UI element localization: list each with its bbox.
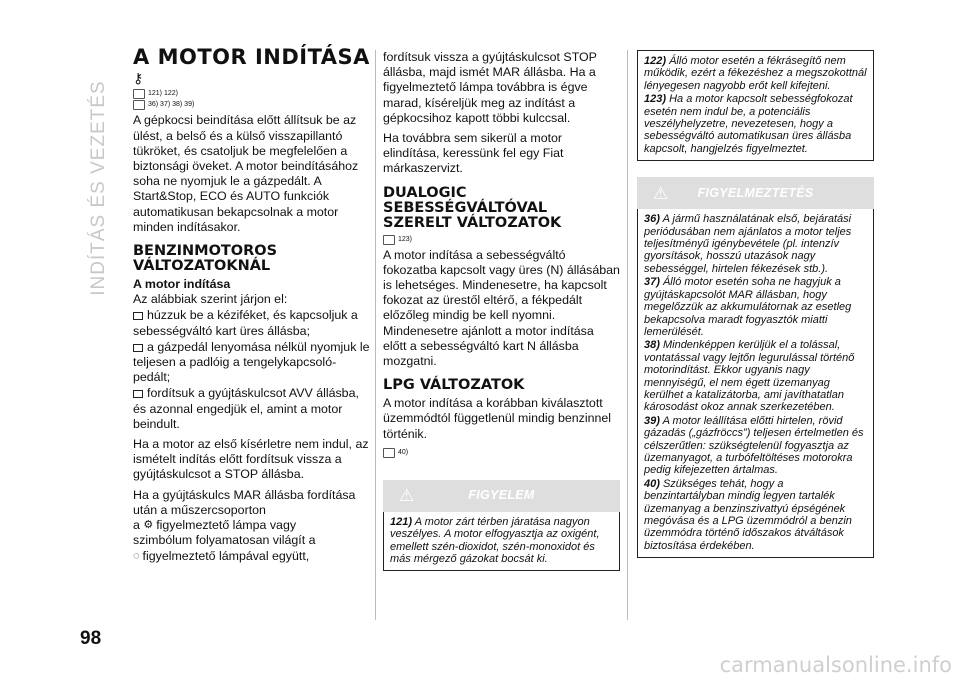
note-number: 39) <box>644 414 660 427</box>
note-text: Szükséges tehát, hogy a benzintartályban mindig legyen tartalék üzemanyag a benzinszivattyú épségének megóvása és a LPG üzemmódról a benzin üzemmódra történő időszakos átváltások biztosítása érdekében. <box>644 477 852 552</box>
paragraph: fordítsuk vissza a gyújtáskulcsot STOP állásba, majd ismét MAR állásba. Ha a figyelmeztető lámpa továbbra is égve marad, kíséreljük meg az indítást a gépkocsihoz kapott többi kulccsal. <box>383 50 597 125</box>
page-ref-icon <box>383 448 395 458</box>
caution-label: FIGYELMEZTETÉS <box>697 185 814 200</box>
text: figyelmeztető lámpával együtt, <box>142 548 310 563</box>
refs-text: 121) 122) <box>148 90 178 98</box>
lead-text: Az alábbiak szerint járjon el: <box>133 292 288 307</box>
caution-box-body <box>637 209 874 558</box>
glow-plug-icon: ◌ <box>133 549 140 562</box>
watermark: carmanualsonline.info <box>719 653 952 677</box>
list-item-text: fordítsuk a gyújtáskulcsot AVV állásba, és azonnal engedjük el, amint a motor beindult. <box>133 386 359 431</box>
note-text: Álló motor esetén a fékrásegítő nem működik, ezért a fékezéshez a megszokottnál lényegesen nagyobb erőt kell kifejteni. <box>644 55 867 92</box>
note-number: 36) <box>644 213 660 226</box>
note-number: 38) <box>644 339 660 352</box>
text: Ha a gyújtáskulcs MAR állásba fordítása után a műszercsoporton <box>133 487 356 517</box>
warning-label: FIGYELEM <box>468 488 535 503</box>
bullet-box-icon <box>133 344 143 352</box>
text: figyelmeztető lámpa vagy <box>156 518 297 533</box>
note <box>644 478 867 552</box>
key-icon: ⚷ <box>133 70 144 87</box>
text: szimbólum folyamatosan világít a <box>133 533 316 548</box>
column-left <box>133 45 370 569</box>
note-text: Álló motor esetén soha ne hagyjuk a gyújtáskapcsolót MAR állásban, hogy megelőzzük az akkumulátornak az esetleg bekapcsolva maradt fogyasztók miatti lemerülését. <box>644 276 852 338</box>
page-number: 98 <box>80 628 102 649</box>
list-item-text: húzzuk be a kéziféket, és kapcsoljuk a sebességváltó kart üres állásba; <box>133 308 358 338</box>
list-item <box>133 386 370 432</box>
caution-refs <box>133 99 370 110</box>
note-number: 123) <box>644 93 667 106</box>
page-ref-icon <box>133 89 145 99</box>
note <box>644 55 867 92</box>
section-heading: LPG VÁLTOZATOK <box>383 377 525 394</box>
list-item-text: a gázpedál lenyomása nélkül nyomjuk le teljesen a padlóig a tengelykapcsoló-pedált; <box>133 339 370 385</box>
note-number: 40) <box>644 477 660 490</box>
chapter-side-tab <box>80 40 118 335</box>
note-number: 121) <box>390 515 413 528</box>
warning-refs <box>383 234 620 245</box>
caution-box-header <box>637 177 874 209</box>
bullet-box-icon <box>133 390 143 398</box>
warning-continued-box <box>637 50 874 161</box>
warning-box-body <box>383 512 620 572</box>
paragraph: A motor indítása a sebességváltó fokozatba kapcsolt vagy üres (N) állásában is lehetséges. Mindenesetre, ha kapcsolt fokozat az ürestől eltérő, a fékpedált előzőleg mindig be kell nyomni. Mindenesetre ajánlott a motor indítása előtt a sebességváltó kart N állásba mozgatni. <box>383 247 620 369</box>
note <box>644 276 867 338</box>
refs-text: 40) <box>398 448 409 456</box>
intro-paragraph: A gépkocsi beindítása előtt állítsuk be az ülést, a belső és a külső visszapillantó tükröket, és csatoljuk be megfelelően a biztonsági öveket. A motor beindításához soha ne nyomjuk le a gázpedált. A Start&Stop, ECO és AUTO funkciók automatikusan bekapcsolnak a motor minden indításakor. <box>133 113 359 234</box>
page-ref-icon <box>133 100 145 110</box>
note-text: Ha a motor kapcsolt sebességfokozat esetén nem indul be, a potenciális veszélyhelyzetre, nevezetesen, hogy a sebességváltó automatikusan üres állásba kapcsolt, hangjelzés figyelmeztet. <box>644 93 853 155</box>
subheading: A motor indítása <box>133 277 231 292</box>
page-ref-icon <box>383 235 395 245</box>
note <box>644 339 867 413</box>
warning-refs <box>133 88 370 99</box>
note-number: 37) <box>644 276 660 289</box>
caution-triangle-icon: ⚠ <box>653 183 669 203</box>
column-middle <box>383 50 620 571</box>
note <box>644 213 867 275</box>
note <box>390 516 613 566</box>
column-divider <box>375 50 376 620</box>
list-item <box>133 308 370 338</box>
engine-warning-icon: ⚙ <box>143 519 154 532</box>
note <box>644 93 867 155</box>
column-divider <box>627 50 628 620</box>
note-text: A motor zárt térben járatása nagyon veszélyes. A motor elfogyasztja az oxigént, emellett szén-dioxidot, szén-monoxidot és más mérgező gázokat bocsát ki. <box>390 515 600 566</box>
section-heading: DUALOGIC SEBESSÉGVÁLTÓVAL SZERELT VÁLTOZATOK <box>383 184 562 231</box>
note-number: 122) <box>644 55 667 67</box>
refs-text: 36) 37) 38) 39) <box>148 101 195 109</box>
note-text: Mindenképpen kerüljük el a tolással, vontatással vagy lejtőn legurulással történő motorindítást. Ekkor ugyanis nagy mennyiségű, el nem égett üzemanyag kerülhet a katalizátorba, ami javíthatatlan károsodást okoz annak szerkezetében. <box>644 339 855 414</box>
bullet-box-icon <box>133 312 143 320</box>
paragraph: Ha a motor az első kísérletre nem indul, az ismételt indítás előtt fordítsuk vissza a gyújtáskulcsot a STOP állásba. <box>133 437 369 482</box>
note-text: A jármű használatának első, bejáratási periódusában nem ajánlatos a motor teljes teljesítményű igénybevétele (pl. intenzív gyorsítások, hosszú utazások nagy sebességgel, hirtelen fékezések stb.). <box>644 213 852 275</box>
paragraph: A motor indítása a korábban kiválasztott üzemmódtól függetlenül mindig benzinnel történik. <box>383 396 611 441</box>
paragraph: Ha továbbra sem sikerül a motor elindítása, keressünk fel egy Fiat márkaszervizt. <box>383 131 564 176</box>
note <box>644 415 867 477</box>
paragraph: Ha a gyújtáskulcs MAR állásba fordítása után a műszercsoporton a ⚙ figyelmeztető lámpa vagy szimbólum folyamatosan világít a ◌ figyelmeztető lámpával együtt, <box>133 487 356 563</box>
caution-refs <box>383 447 620 458</box>
warning-box-header <box>383 480 620 512</box>
warning-triangle-icon: ⚠ <box>399 486 415 506</box>
section-heading: BENZINMOTOROS VÁLTOZATOKNÁL <box>133 243 278 275</box>
refs-text: 123) <box>398 235 413 243</box>
list-item <box>133 340 370 386</box>
note-text: A motor leállítása előtti hirtelen, rövid gázadás („gázfröccs”) teljesen értelmetlen és célszerűtlen: szükségtelenül fogyasztja az üzemanyagot, a turbófeltöltéses motorokra pedig kifejezetten ártalmas. <box>644 414 864 477</box>
section-title: A MOTOR INDÍTÁSA <box>133 45 370 69</box>
column-right <box>637 50 874 558</box>
chapter-title: INDÍTÁS ÉS VEZETÉS <box>88 79 109 296</box>
